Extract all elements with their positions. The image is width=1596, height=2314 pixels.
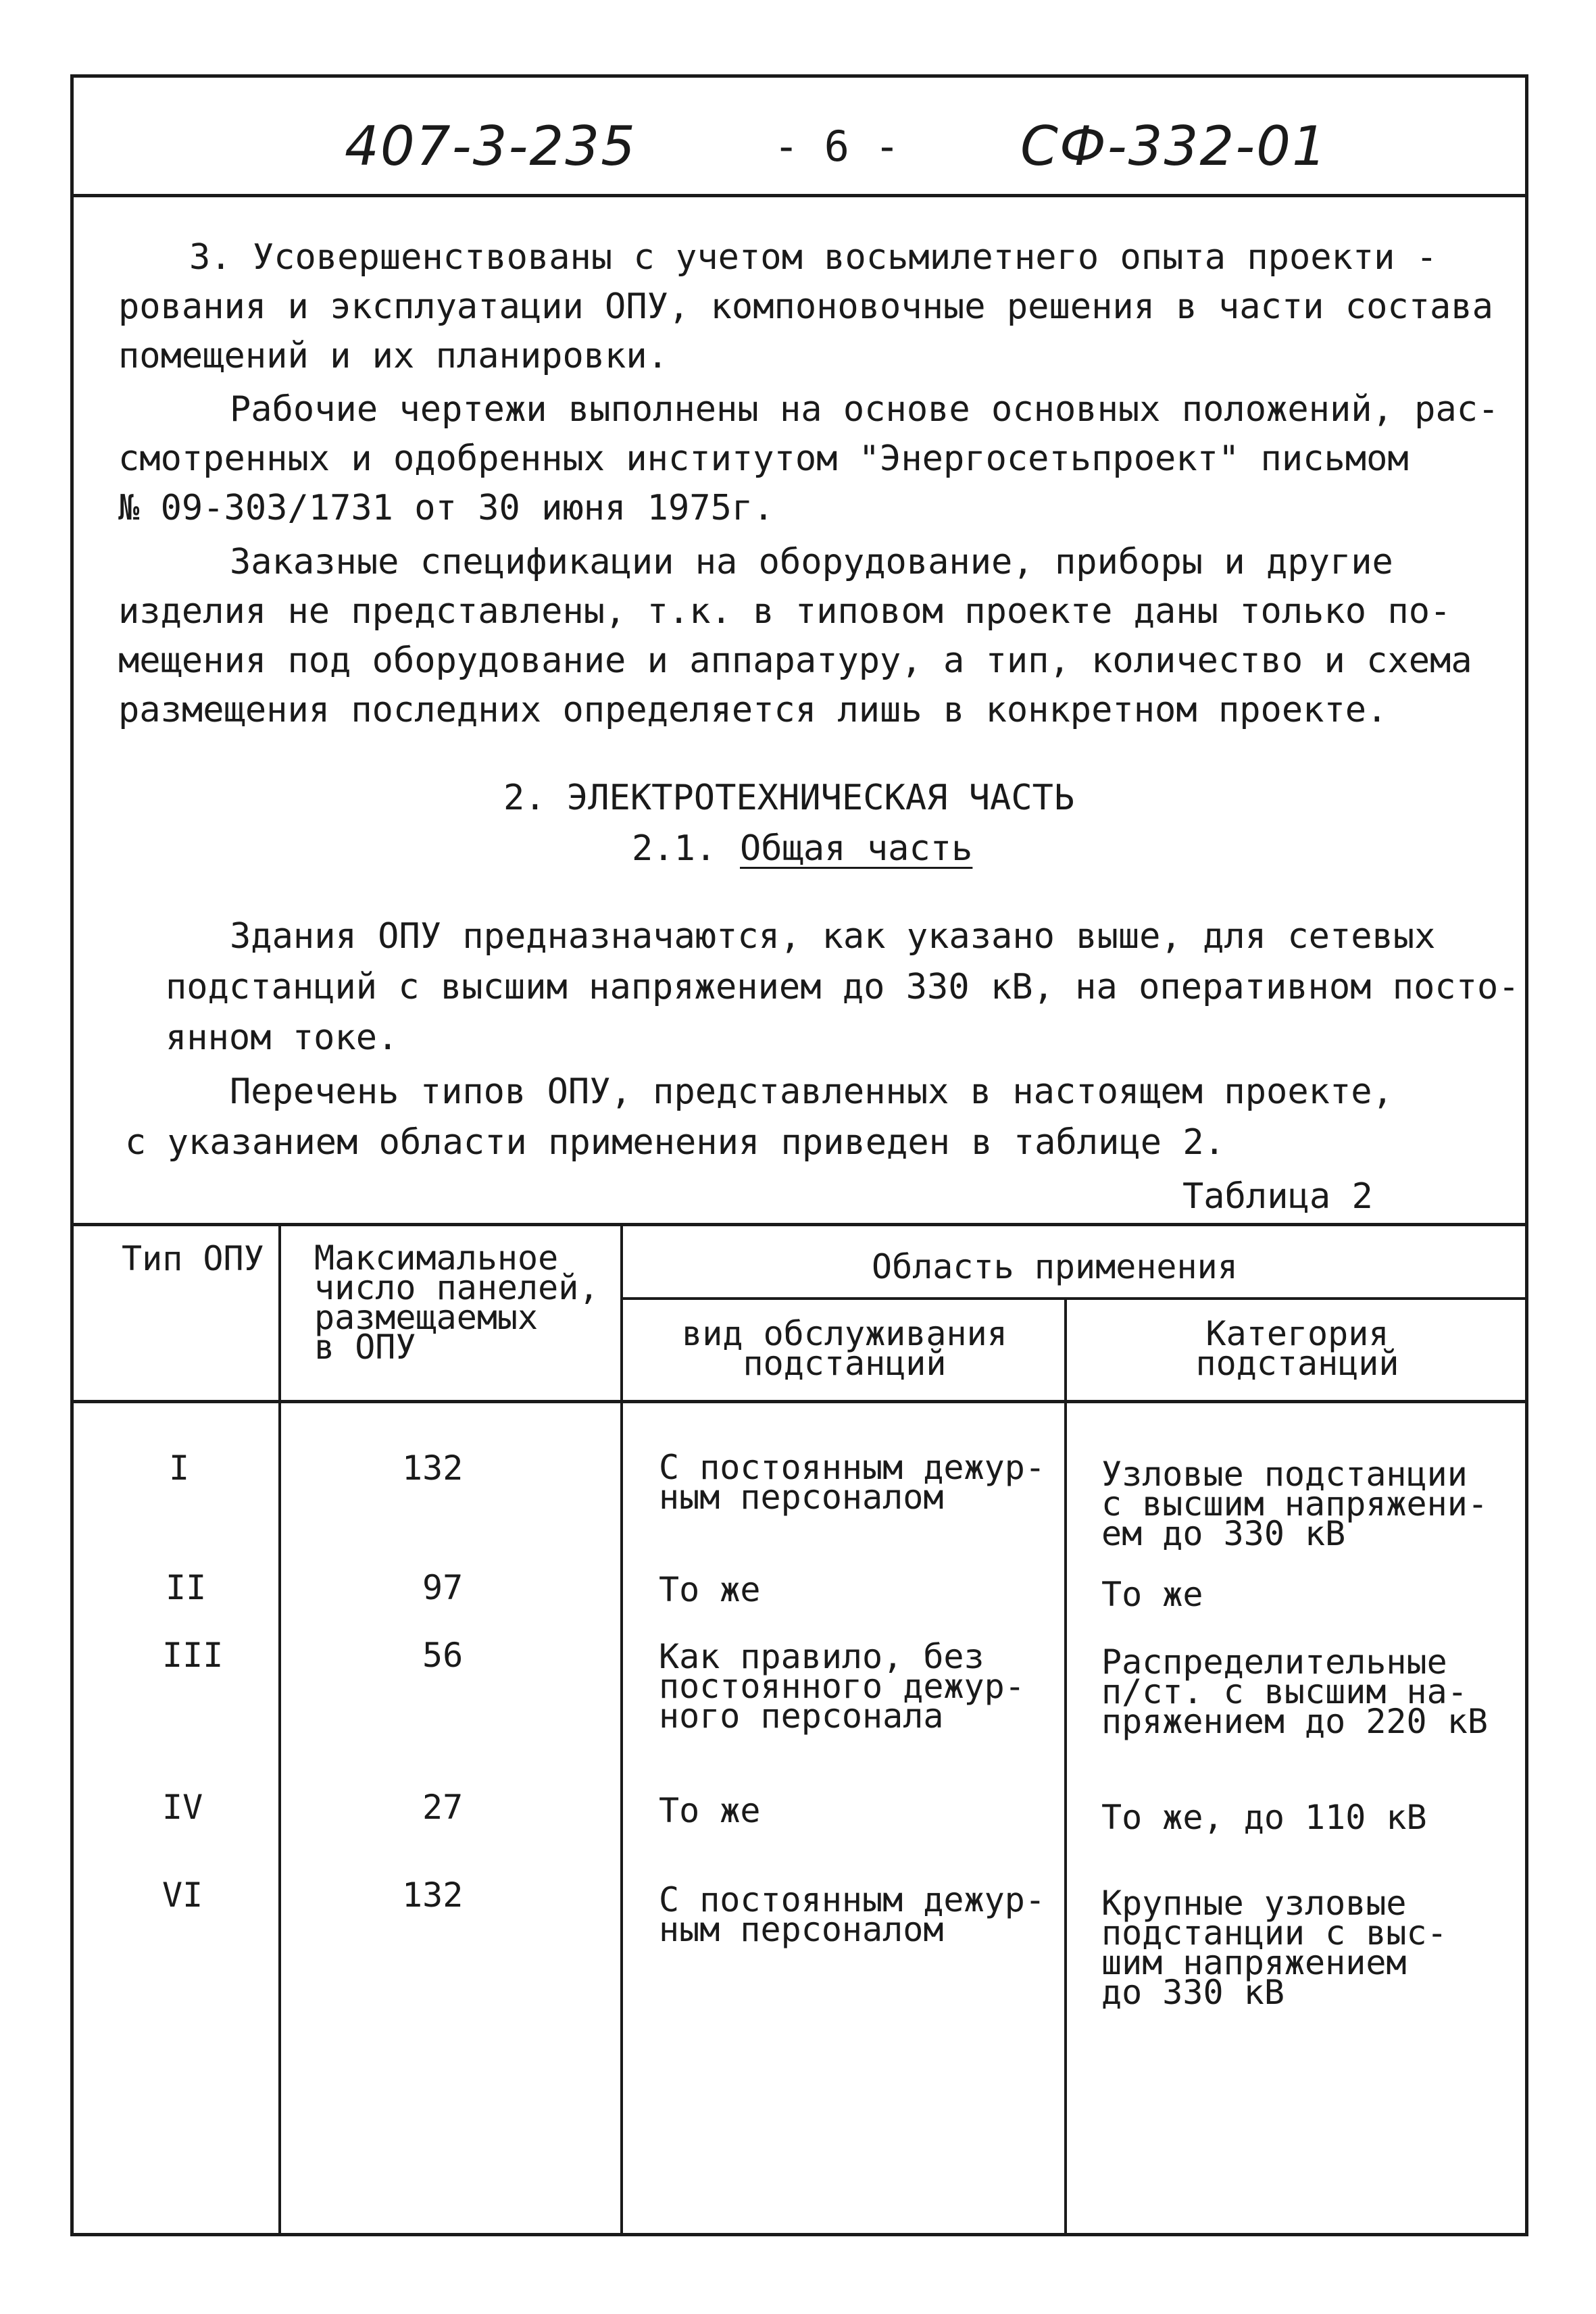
sheet-code: СФ-332-01 (1020, 115, 1328, 178)
cell-service: То же (659, 1570, 761, 1609)
paragraph-line: помещений и их планировки. (118, 336, 668, 376)
table-rule-subheader (622, 1297, 1528, 1300)
cell-service: С постоянным дежур- ным персоналом (659, 1880, 1045, 1949)
paragraph-line: № 09-303/1731 от 30 июня 1975г. (118, 488, 774, 528)
header-service: вид обслуживания подстанций (682, 1314, 1007, 1383)
cell-service: С постоянным дежур- ным персоналом (659, 1448, 1045, 1517)
document-code: 407-3-235 (345, 115, 637, 178)
cell-type: I (169, 1449, 190, 1488)
paragraph-line: рования и эксплуатации ОПУ, компоновочные решения в части состава (118, 286, 1493, 327)
cell-service: То же (659, 1791, 761, 1830)
cell-type: VI (162, 1876, 203, 1915)
cell-panels: 97 (422, 1568, 464, 1607)
cell-type: III (162, 1636, 224, 1675)
paragraph-line: Рабочие чертежи выполнены на основе основных положений, рас- (230, 389, 1499, 430)
subsection-number: 2.1. (632, 828, 717, 869)
table-caption: Таблица 2 (1182, 1176, 1373, 1217)
cell-panels: 132 (402, 1449, 464, 1488)
paragraph-line: янном токе. (166, 1017, 399, 1058)
paragraph-line: размещения последних определяется лишь в конкретном проекте. (118, 690, 1388, 730)
table-rule-top (70, 1223, 1528, 1226)
paragraph-line: Перечень типов ОПУ, представленных в настоящем проекте, (230, 1072, 1393, 1112)
cell-category: То же, до 110 кВ (1101, 1798, 1427, 1837)
cell-panels: 132 (402, 1876, 464, 1915)
table-rule-col1 (278, 1223, 281, 2236)
paragraph-line: Заказные спецификации на оборудование, приборы и другие (230, 542, 1393, 582)
paragraph-line: с указанием области применения приведен в таблице 2. (125, 1122, 1225, 1163)
paragraph-line: смотренных и одобренных институтом "Энергосетьпроект" письмом (118, 438, 1409, 479)
page-number: - 6 - (774, 122, 900, 171)
cell-category: Распределительные п/ст. с высшим на- пряжением до 220 кВ (1101, 1642, 1488, 1741)
subsection-title: Общая часть (740, 828, 973, 869)
paragraph-line: Здания ОПУ предназначаются, как указано выше, для сетевых (230, 916, 1436, 957)
cell-type: II (166, 1568, 207, 1607)
cell-panels: 56 (422, 1636, 464, 1675)
cell-type: IV (162, 1788, 203, 1827)
header-type: Тип ОПУ (122, 1239, 264, 1278)
header-area: Область применения (872, 1247, 1238, 1286)
paragraph-line: мещения под оборудование и аппаратуру, а тип, количество и схема (118, 640, 1472, 681)
cell-panels: 27 (422, 1788, 464, 1827)
cell-category: То же (1101, 1575, 1203, 1614)
cell-service: Как правило, без постоянного дежур- ного персонала (659, 1637, 1025, 1736)
table-rule-col3 (1064, 1297, 1067, 2236)
section-title: 2. ЭЛЕКТРОТЕХНИЧЕСКАЯ ЧАСТЬ (503, 778, 1075, 818)
cell-category: Узловые подстанции с высшим напряжени- ем до 330 кВ (1101, 1455, 1488, 1553)
paragraph-line: изделия не представлены, т.к. в типовом проекте даны только по- (118, 591, 1451, 632)
table-rule-col2 (620, 1223, 623, 2236)
paragraph-line: подстанций с высшим напряжением до 330 кВ, на оперативном посто- (166, 967, 1520, 1007)
table-rule-header-bottom (70, 1400, 1528, 1403)
header-category: Категория подстанций (1195, 1314, 1399, 1383)
header-max-panels: Максимальное число панелей, размещаемых в ОПУ (314, 1238, 599, 1367)
paragraph-line: 3. Усовершенствованы с учетом восьмилетнего опыта проекти - (189, 237, 1438, 278)
cell-category: Крупные узловые подстанции с выс- шим напряжением до 330 кВ (1101, 1884, 1447, 2012)
